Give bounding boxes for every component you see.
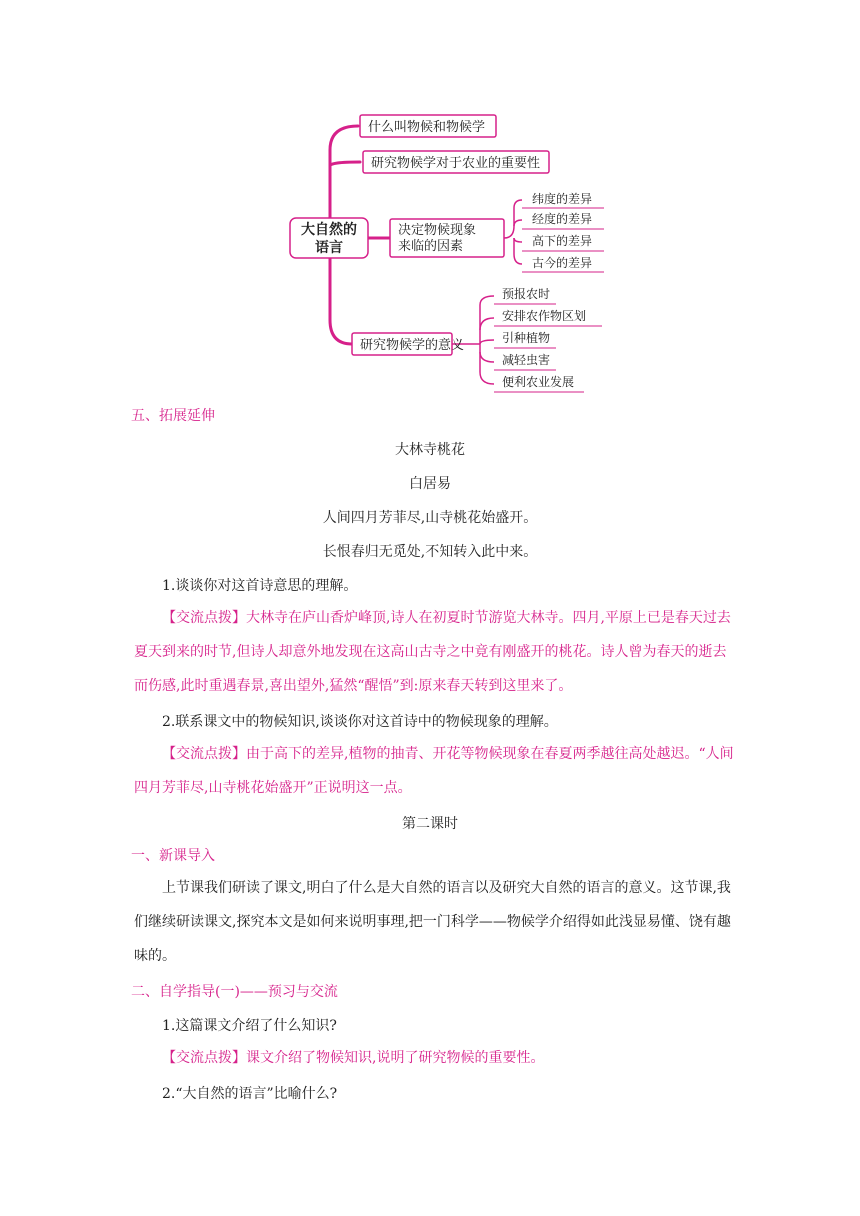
factor-altitude: 高下的差异 — [532, 234, 593, 248]
lesson2-intro-paragraph — [134, 871, 734, 973]
branch2-label: 研究物候学对于农业的重要性 — [371, 156, 541, 171]
mindmap-center-line2: 语言 — [315, 240, 343, 256]
meaning-4: 减轻虫害 — [502, 353, 551, 367]
poem-line-2: 长恨春归无觅处,不知转入此中来。 — [322, 544, 538, 560]
branch3-line1: 决定物候现象 — [398, 223, 477, 238]
factor-era: 古今的差异 — [532, 256, 593, 270]
meaning-2: 安排农作物区划 — [502, 309, 587, 323]
poem-title: 大林寺桃花 — [395, 442, 465, 458]
lesson2-question-2: 2.“大自然的语言”比喻什么? — [162, 1086, 338, 1102]
answer-2-text: 由于高下的差异,植物的抽青、开花等物候现象在春夏两季越往高处越迟。“人间四月芳菲尽,山寺桃花始盛开”正说明这一点。 — [134, 746, 734, 796]
lesson2-section2-heading: 二、自学指导(一)——预习与交流 — [131, 984, 338, 1000]
mind-map — [0, 0, 860, 400]
poem-line-1: 人间四月芳菲尽,山寺桃花始盛开。 — [322, 510, 538, 526]
lesson2-intro-text: 上节课我们研读了课文,明白了什么是大自然的语言以及研究大自然的语言的意义。这节课,我们继续研读课文,探究本文是如何来说明事理,把一门科学——物候学介绍得如此浅显易懂、饶有趣味的。 — [134, 880, 731, 964]
factor-longitude: 经度的差异 — [532, 212, 593, 226]
branch4-label: 研究物候学的意义 — [360, 338, 465, 353]
answer-2 — [134, 737, 734, 805]
factor-latitude: 纬度的差异 — [532, 192, 593, 206]
meaning-1: 预报农时 — [502, 287, 551, 301]
section5-heading: 五、拓展延伸 — [131, 408, 215, 424]
branch1-label: 什么叫物候和物候学 — [368, 120, 486, 135]
meaning-5: 便利农业发展 — [502, 375, 575, 389]
question-1: 1.谈谈你对这首诗意思的理解。 — [162, 578, 358, 594]
branch3-line2: 来临的因素 — [398, 239, 464, 254]
answer-1 — [134, 601, 734, 703]
answer-1-label: 【交流点拨】 — [162, 610, 246, 626]
lesson2-section1-heading: 一、新课导入 — [131, 848, 215, 864]
lesson2-answer-1-text: 课文介绍了物候知识,说明了研究物候的重要性。 — [246, 1050, 545, 1066]
question-2: 2.联系课文中的物候知识,谈谈你对这首诗中的物候现象的理解。 — [162, 714, 558, 730]
lesson2-answer-1 — [134, 1041, 734, 1075]
lesson2-question-1: 1.这篇课文介绍了什么知识? — [162, 1018, 337, 1034]
answer-1-text: 大林寺在庐山香炉峰顶,诗人在初夏时节游览大林寺。四月,平原上已是春天过去夏天到来的时节,但诗人却意外地发现在这高山古寺之中竟有刚盛开的桃花。诗人曾为春天的逝去而伤感,此时重遇春景,喜出望外,猛然“醒悟”到:原来春天转到这里来了。 — [134, 610, 731, 694]
mindmap-center-line1: 大自然的 — [301, 222, 357, 238]
lesson2-title: 第二课时 — [402, 816, 458, 832]
answer-2-label: 【交流点拨】 — [162, 746, 246, 762]
poem-author: 白居易 — [409, 476, 451, 492]
lesson2-answer-1-label: 【交流点拨】 — [162, 1050, 246, 1066]
meaning-3: 引种植物 — [502, 331, 551, 345]
